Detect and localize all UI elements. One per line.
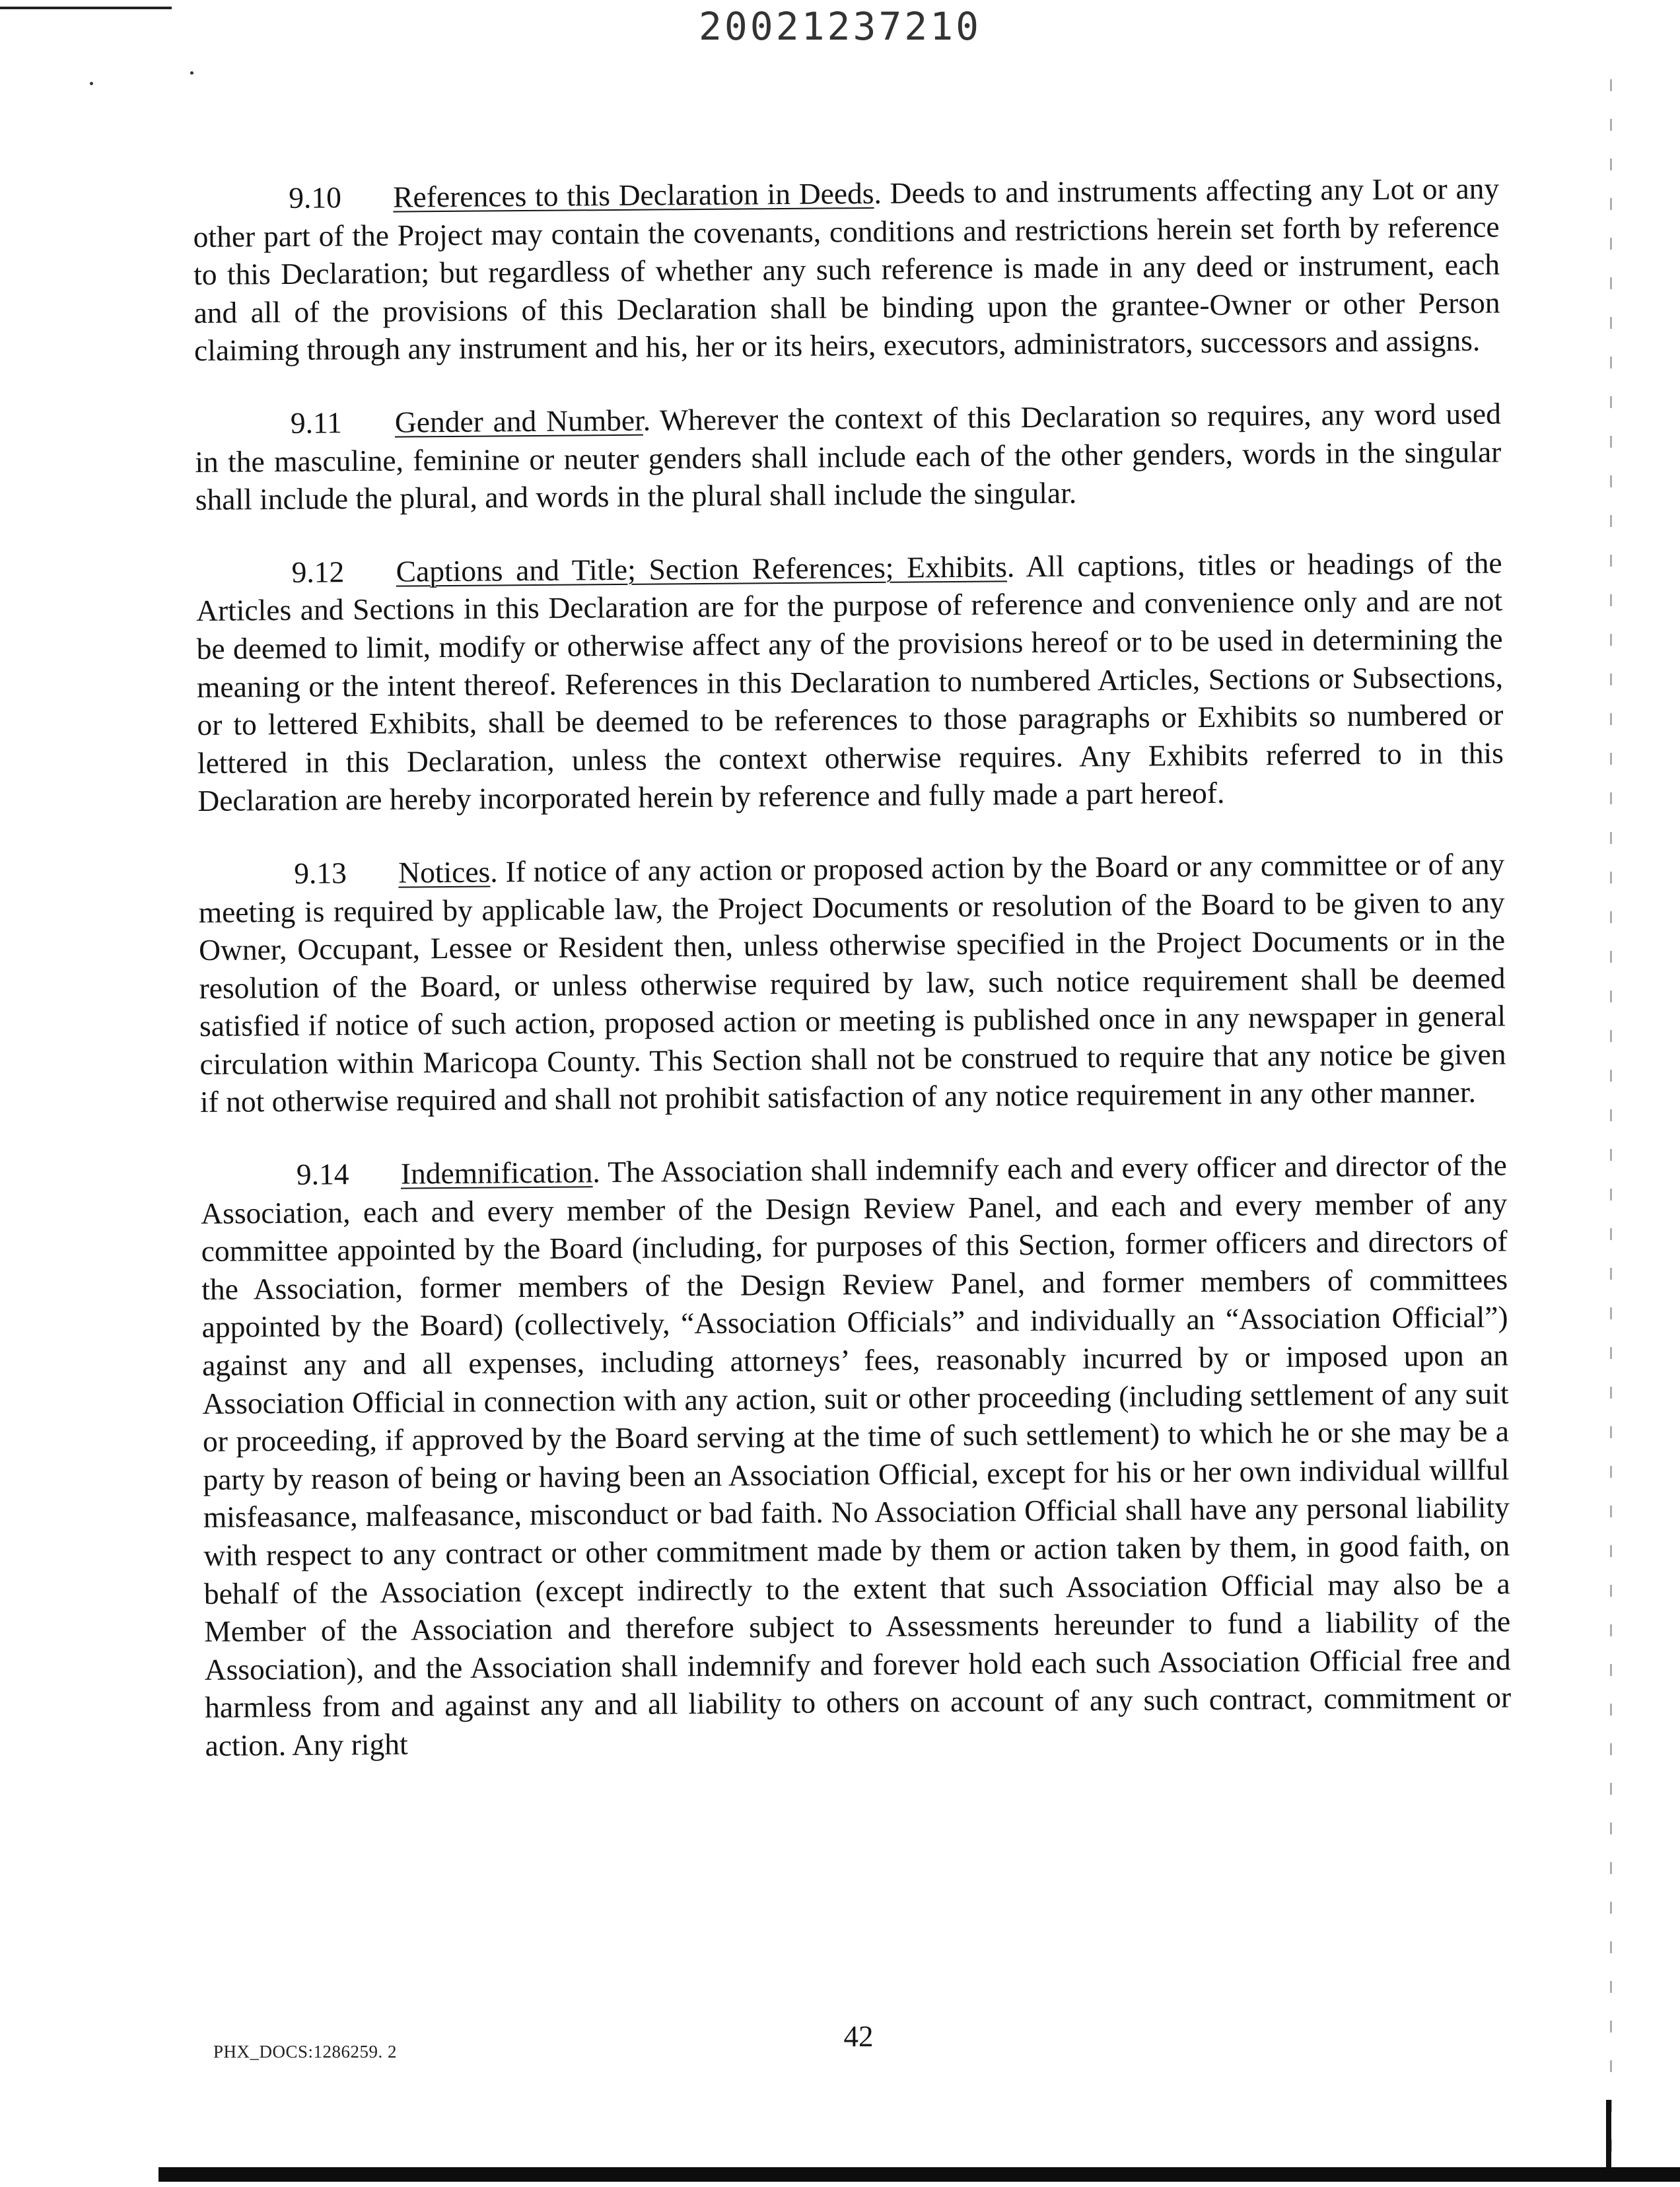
recording-number: 20021237210 bbox=[698, 4, 982, 49]
section-title: Indemnification bbox=[400, 1155, 593, 1191]
scan-artifact-bottom-bar bbox=[158, 2167, 1680, 2182]
section-title: References to this Declaration in Deeds bbox=[393, 176, 874, 214]
page-number: 42 bbox=[843, 2020, 874, 2053]
scan-speck bbox=[190, 71, 193, 75]
scan-artifact-right-edge bbox=[1610, 79, 1612, 2159]
section-number: 9.13 bbox=[294, 856, 347, 890]
document-body bbox=[193, 169, 1512, 1799]
section-9-12 bbox=[195, 543, 1504, 820]
section-number: 9.11 bbox=[290, 405, 343, 440]
scan-artifact-right-corner bbox=[1606, 2100, 1611, 2172]
scan-speck bbox=[90, 82, 93, 85]
section-9-14 bbox=[201, 1146, 1512, 1764]
section-number: 9.10 bbox=[289, 180, 342, 215]
section-text: . Deeds to and instruments affecting any Lot or any other part of the Project may contain the covenants, conditions and restrictions herein set forth by reference to this Declaration; but regardless of whether any such reference is made in any deed or instrument, each and all of the provisions of this Declaration shall be binding upon the grantee-Owner or other Person claiming through any instrument and his, her or its heirs, executors, administrators, successors and assigns. bbox=[193, 171, 1500, 368]
footer-doc-id: PHX_DOCS:1286259. 2 bbox=[213, 2042, 398, 2062]
section-number: 9.12 bbox=[291, 554, 345, 589]
section-9-10 bbox=[193, 169, 1500, 369]
section-9-13 bbox=[198, 845, 1506, 1121]
section-title: Gender and Number bbox=[394, 403, 643, 439]
section-text: . If notice of any action or proposed action by the Board or any committee or of any meeting is required by applicable law, the Project Documents or resolution of the Board to be given to any Owner, Occupant, Lessee or Resident then, unless otherwise specified in the Project Documents or in the resolution of the Board, or unless otherwise required by law, such notice requirement shall be deemed satisfied if notice of such action, proposed action or meeting is published once in any newspaper in general circulation within Maricopa County. This Section shall not be construed to require that any notice be given if not otherwise required and shall not prohibit satisfaction of any notice requirement in any other manner. bbox=[198, 847, 1506, 1119]
section-text: . Wherever the context of this Declaration so requires, any word used in the masculine, feminine or neuter genders shall include each of the other genders, words in the singular shall include the plural, and words in the plural shall include the singular. bbox=[195, 396, 1502, 517]
section-number: 9.14 bbox=[296, 1157, 349, 1191]
section-title: Captions and Title; Section References; Exhibits bbox=[396, 549, 1008, 588]
section-9-11 bbox=[195, 394, 1502, 518]
section-text: . The Association shall indemnify each and every officer and director of the Association, each and every member of the Design Review Panel, and each and every member of any committee appointed by the Board (including, for purposes of this Section, former officers and directors of the Association, former members of the Design Review Panel, and former members of committees appointed by the Board) (collectively, “Association Officials” and individually an “Association Official”) against any and all expenses, including attorneys’ fees, reasonably incurred by or imposed upon an Association Official in connection with any action, suit or other proceeding (including settlement of any suit or proceeding, if approved by the Board serving at the time of such settlement) to which he or she may be a party by reason of being or having been an Association Official, except for his or her own individual willful misfeasance, malfeasance, misconduct or bad faith. No Association Official shall have any personal liability with respect to any contract or other commitment made by them or action taken by them, in good faith, on behalf of the Association (except indirectly to the extent that such Association Official may also be a Member of the Association and therefore subject to Assessments hereunder to fund a liability of the Association), and the Association shall indemnify and forever hold each such Association Official free and harmless from and against any and all liability to others on account of any such contract, commitment or action. Any right bbox=[201, 1148, 1512, 1762]
section-title: Notices bbox=[398, 854, 491, 889]
section-text: . All captions, titles or headings of the Articles and Sections in this Declaration are for the purpose of reference and convenience only and are not be deemed to limit, modify or otherwise affect any of the provisions hereof or to be used in determining the meaning or the intent thereof. References in this Declaration to numbered Articles, Sections or Subsections, or to lettered Exhibits, shall be deemed to be references to those paragraphs or Exhibits so numbered or lettered in this Declaration, unless the context otherwise requires. Any Exhibits referred to in this Declaration are hereby incorporated herein by reference and fully made a part hereof. bbox=[195, 545, 1504, 818]
